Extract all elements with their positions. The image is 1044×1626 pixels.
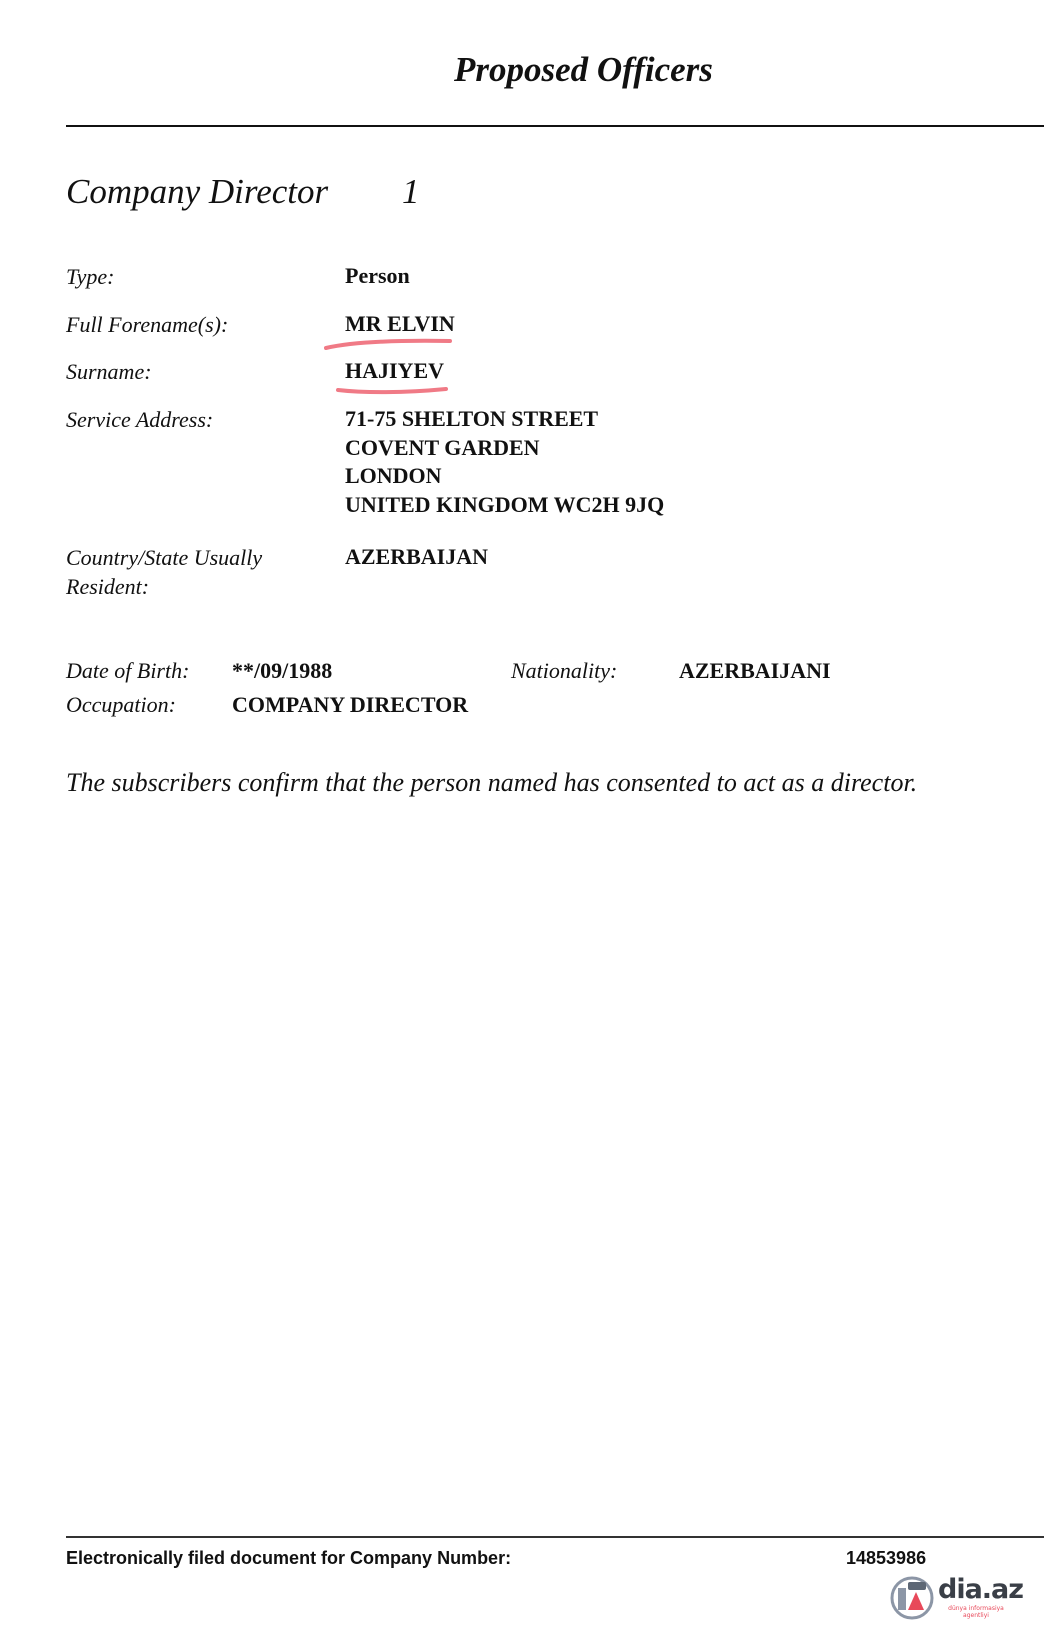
service-address-label: Service Address:: [66, 407, 214, 432]
forenames-value: MR ELVIN: [345, 311, 455, 336]
section-heading: Company Director: [66, 172, 329, 211]
residence-value: AZERBAIJAN: [345, 544, 489, 569]
header-divider: [66, 125, 1044, 127]
dob-value: **/09/1988: [232, 658, 333, 683]
footer-text: Electronically filed document for Company Number:: [66, 1548, 512, 1568]
nationality-value: AZERBAIJANI: [679, 658, 831, 683]
surname-label: Surname:: [66, 359, 152, 384]
dia-az-watermark: [888, 1574, 1038, 1620]
service-address-line-2: COVENT GARDEN: [345, 434, 540, 460]
section-number: 1: [402, 172, 420, 211]
company-number: 14853986: [846, 1548, 927, 1568]
nationality-label: Nationality:: [511, 658, 618, 683]
type-label: Type:: [66, 264, 115, 289]
dob-label: Date of Birth:: [66, 658, 190, 683]
watermark-tagline: dünya informasiya agentliyi: [948, 1605, 1004, 1619]
surname-value: HAJIYEV: [345, 358, 445, 383]
footer-divider: [66, 1536, 1044, 1538]
residence-label-line-1: Country/State Usually: [66, 545, 263, 570]
watermark-text: dia.az: [938, 1574, 1023, 1605]
page-title: Proposed Officers: [454, 50, 713, 89]
service-address-line-1: 71-75 SHELTON STREET: [345, 406, 599, 431]
residence-label-line-2: Resident:: [66, 574, 150, 599]
occupation-label: Occupation:: [66, 692, 176, 717]
type-value: Person: [345, 263, 410, 288]
occupation-value: COMPANY DIRECTOR: [232, 692, 469, 717]
service-address-line-4: UNITED KINGDOM WC2H 9JQ: [345, 491, 665, 517]
service-address-line-3: LONDON: [345, 463, 442, 488]
consent-statement: The subscribers confirm that the person named has consented to act as a director.: [66, 768, 918, 797]
dia-logo-icon: [888, 1574, 936, 1620]
forenames-label: Full Forename(s):: [66, 312, 229, 337]
